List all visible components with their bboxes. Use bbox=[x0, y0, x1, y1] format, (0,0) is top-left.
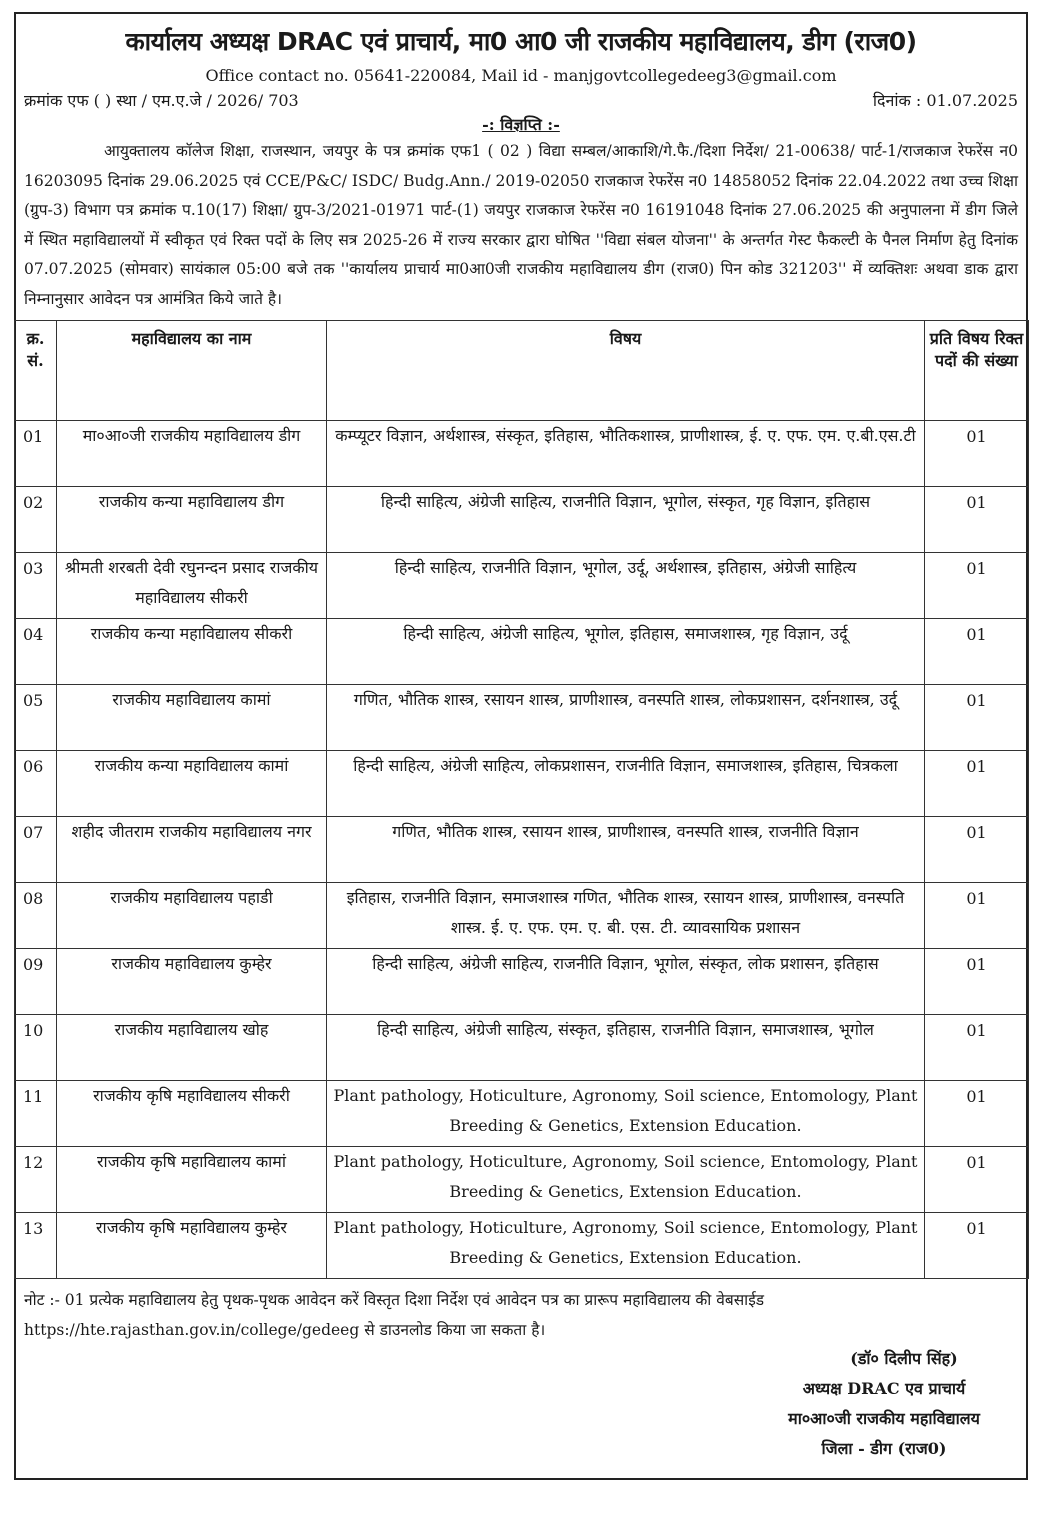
subject-cell: हिन्दी साहित्य, अंग्रेजी साहित्य, राजनीति विज्ञान, भूगोल, संस्कृत, लोक प्रशासन, इतिहास bbox=[327, 949, 925, 1015]
college-cell: राजकीय कन्या महाविद्यालय डीग bbox=[57, 487, 327, 553]
subject-cell: हिन्दी साहित्य, अंग्रेजी साहित्य, संस्कृत, इतिहास, राजनीति विज्ञान, समाजशास्त्र, भूगोल bbox=[327, 1015, 925, 1081]
serial-cell: 09 bbox=[15, 949, 57, 1015]
college-cell: राजकीय महाविद्यालय कामां bbox=[57, 685, 327, 751]
college-cell: राजकीय कन्या महाविद्यालय कामां bbox=[57, 751, 327, 817]
reference-line bbox=[16, 89, 1026, 111]
subject-cell: हिन्दी साहित्य, अंग्रेजी साहित्य, लोकप्रशासन, राजनीति विज्ञान, समाजशास्त्र, इतिहास, चित्रकला bbox=[327, 751, 925, 817]
subject-cell: Plant pathology, Hoticulture, Agronomy, Soil science, Entomology, Plant Breeding & Genetics, Extension Education. bbox=[327, 1213, 925, 1279]
serial-cell: 02 bbox=[15, 487, 57, 553]
table-row bbox=[15, 817, 1029, 883]
college-cell: राजकीय महाविद्यालय खोह bbox=[57, 1015, 327, 1081]
serial-cell: 05 bbox=[15, 685, 57, 751]
header-serial: क्र. सं. bbox=[15, 321, 57, 421]
vacancy-count-cell: 01 bbox=[925, 817, 1029, 883]
signatory-district: जिला - डीग (राज0) bbox=[821, 1439, 947, 1458]
header-college: महाविद्यालय का नाम bbox=[57, 321, 327, 421]
header-subject: विषय bbox=[327, 321, 925, 421]
vacancy-count-cell: 01 bbox=[925, 1081, 1029, 1147]
notice-date: दिनांक : 01.07.2025 bbox=[872, 91, 1018, 110]
table-row bbox=[15, 487, 1029, 553]
serial-cell: 10 bbox=[15, 1015, 57, 1081]
note-text: नोट :- 01 प्रत्येक महाविद्यालय हेतु पृथक-पृथक आवेदन करें विस्तृत दिशा निर्देश एवं आवेदन पत्र का प्रारूप महाविद्यालय की वेबसाईड https://hte.rajasthan.gov.in/college/gedeeg से डाउनलोड किया जा सकता है। bbox=[24, 1291, 765, 1339]
office-title: कार्यालय अध्यक्ष DRAC एवं प्राचार्य, मा0 आ0 जी राजकीय महाविद्यालय, डीग (राज0) bbox=[125, 27, 917, 56]
subject-cell: Plant pathology, Hoticulture, Agronomy, Soil science, Entomology, Plant Breeding & Genetics, Extension Education. bbox=[327, 1081, 925, 1147]
serial-cell: 07 bbox=[15, 817, 57, 883]
serial-cell: 01 bbox=[15, 421, 57, 487]
table-row bbox=[15, 949, 1029, 1015]
subject-cell: गणित, भौतिक शास्त्र, रसायन शास्त्र, प्राणीशास्त्र, वनस्पति शास्त्र, राजनीति विज्ञान bbox=[327, 817, 925, 883]
table-body bbox=[15, 421, 1029, 1279]
vacancy-count-cell: 01 bbox=[925, 1213, 1029, 1279]
table-row bbox=[15, 1081, 1029, 1147]
college-cell: राजकीय कृषि महाविद्यालय सीकरी bbox=[57, 1081, 327, 1147]
table-row bbox=[15, 1147, 1029, 1213]
serial-cell: 13 bbox=[15, 1213, 57, 1279]
table-row bbox=[15, 421, 1029, 487]
serial-cell: 03 bbox=[15, 553, 57, 619]
notice-heading: -: विज्ञप्ति :- bbox=[482, 115, 560, 134]
college-cell: राजकीय महाविद्यालय कुम्हेर bbox=[57, 949, 327, 1015]
vacancy-count-cell: 01 bbox=[925, 949, 1029, 1015]
college-cell: राजकीय महाविद्यालय पहाडी bbox=[57, 883, 327, 949]
table-header-row bbox=[15, 321, 1029, 421]
notice-document bbox=[14, 12, 1028, 1480]
table-row bbox=[15, 751, 1029, 817]
table-row bbox=[15, 883, 1029, 949]
vacancy-count-cell: 01 bbox=[925, 421, 1029, 487]
subject-cell: गणित, भौतिक शास्त्र, रसायन शास्त्र, प्राणीशास्त्र, वनस्पति शास्त्र, लोकप्रशासन, दर्शनशास्त्र, उर्दू bbox=[327, 685, 925, 751]
subject-cell: इतिहास, राजनीति विज्ञान, समाजशास्त्र गणित, भौतिक शास्त्र, रसायन शास्त्र, प्राणीशास्त्र, वनस्पति शास्त्र. ई. ए. एफ. एम. ए. बी. एस. टी. व्यावसायिक प्रशासन bbox=[327, 883, 925, 949]
table-row bbox=[15, 1015, 1029, 1081]
vacancy-count-cell: 01 bbox=[925, 883, 1029, 949]
vacancy-count-cell: 01 bbox=[925, 685, 1029, 751]
serial-cell: 06 bbox=[15, 751, 57, 817]
college-cell: शहीद जीतराम राजकीय महाविद्यालय नगर bbox=[57, 817, 327, 883]
college-cell: राजकीय कन्या महाविद्यालय सीकरी bbox=[57, 619, 327, 685]
vacancy-count-cell: 01 bbox=[925, 487, 1029, 553]
vacancy-count-cell: 01 bbox=[925, 1015, 1029, 1081]
subject-cell: हिन्दी साहित्य, अंग्रेजी साहित्य, भूगोल, इतिहास, समाजशास्त्र, गृह विज्ञान, उर्दू bbox=[327, 619, 925, 685]
vacancy-table bbox=[14, 320, 1029, 1279]
college-cell: श्रीमती शरबती देवी रघुनन्दन प्रसाद राजकीय महाविद्यालय सीकरी bbox=[57, 553, 327, 619]
notice-body: आयुक्तालय कॉलेज शिक्षा, राजस्थान, जयपुर के पत्र क्रमांक एफ1 ( 02 ) विद्या सम्बल/आकाशि/गे.फै./दिशा निर्देश/ 21-00638/ पार्ट-1/राजकाज रेफरेंस न0 16203095 दिनांक 29.06.2025 एवं CCE/P&C/ ISDC/ Budg.Ann./ 2019-02050 राजकाज रेफरेंस न0 14858052 दिनांक 22.04.2022 तथा उच्च शिक्षा (ग्रुप-3) विभाग पत्र क्रमांक प.10(17) शिक्षा/ ग्रुप-3/2021-01971 पार्ट-(1) जयपुर राजकाज रेफरेंस न0 16191048 दिनांक 27.06.2025 की अनुपालना में डीग जिले में स्थित महाविद्यालयों में स्वीकृत एवं रिक्त पदों के लिए सत्र 2025-26 में राज्य सरकार द्वारा घोषित ''विद्या संबल योजना'' के अन्तर्गत गेस्ट फैकल्टी के पैनल निर्माण हेतु दिनांक 07.07.2025 (सोमवार) सायंकाल 05:00 बजे तक ''कार्यालय प्राचार्य मा0आ0जी राजकीय महाविद्यालय डीग (राज0) पिन कोड 321203'' में व्यक्तिशः अथवा डाक द्वारा निम्नानुसार आवेदन पत्र आमंत्रित किये जाते है। bbox=[24, 142, 1018, 308]
serial-cell: 11 bbox=[15, 1081, 57, 1147]
office-contact: Office contact no. 05641-220084, Mail id - manjgovtcollegedeeg3@gmail.com bbox=[205, 66, 837, 85]
vacancy-count-cell: 01 bbox=[925, 553, 1029, 619]
subject-cell: कम्प्यूटर विज्ञान, अर्थशास्त्र, संस्कृत, इतिहास, भौतिकशास्त्र, प्राणीशास्त्र, ई. ए. एफ. एम. ए.बी.एस.टी bbox=[327, 421, 925, 487]
subject-cell: हिन्दी साहित्य, राजनीति विज्ञान, भूगोल, उर्दू, अर्थशास्त्र, इतिहास, अंग्रेजी साहित्य bbox=[327, 553, 925, 619]
table-row bbox=[15, 685, 1029, 751]
reference-number: क्रमांक एफ ( ) स्था / एम.ए.जे / 2026/ 703 bbox=[24, 91, 299, 110]
signature-block bbox=[754, 1344, 1014, 1464]
header-vacancy-count: प्रति विषय रिक्त पदों की संख्या bbox=[925, 321, 1029, 421]
subject-cell: हिन्दी साहित्य, अंग्रेजी साहित्य, राजनीति विज्ञान, भूगोल, संस्कृत, गृह विज्ञान, इतिहास bbox=[327, 487, 925, 553]
signatory-institution: मा०आ०जी राजकीय महाविद्यालय bbox=[788, 1409, 980, 1428]
table-row bbox=[15, 1213, 1029, 1279]
college-cell: राजकीय कृषि महाविद्यालय कुम्हेर bbox=[57, 1213, 327, 1279]
subject-cell: Plant pathology, Hoticulture, Agronomy, Soil science, Entomology, Plant Breeding & Genetics, Extension Education. bbox=[327, 1147, 925, 1213]
college-cell: राजकीय कृषि महाविद्यालय कामां bbox=[57, 1147, 327, 1213]
table-row bbox=[15, 553, 1029, 619]
vacancy-count-cell: 01 bbox=[925, 1147, 1029, 1213]
serial-cell: 08 bbox=[15, 883, 57, 949]
table-row bbox=[15, 619, 1029, 685]
serial-cell: 04 bbox=[15, 619, 57, 685]
serial-cell: 12 bbox=[15, 1147, 57, 1213]
signatory-name: (डॉ० दिलीप सिंह) bbox=[850, 1349, 958, 1368]
college-cell: मा०आ०जी राजकीय महाविद्यालय डीग bbox=[57, 421, 327, 487]
vacancy-count-cell: 01 bbox=[925, 619, 1029, 685]
vacancy-count-cell: 01 bbox=[925, 751, 1029, 817]
signatory-designation: अध्यक्ष DRAC एव प्राचार्य bbox=[802, 1379, 966, 1398]
